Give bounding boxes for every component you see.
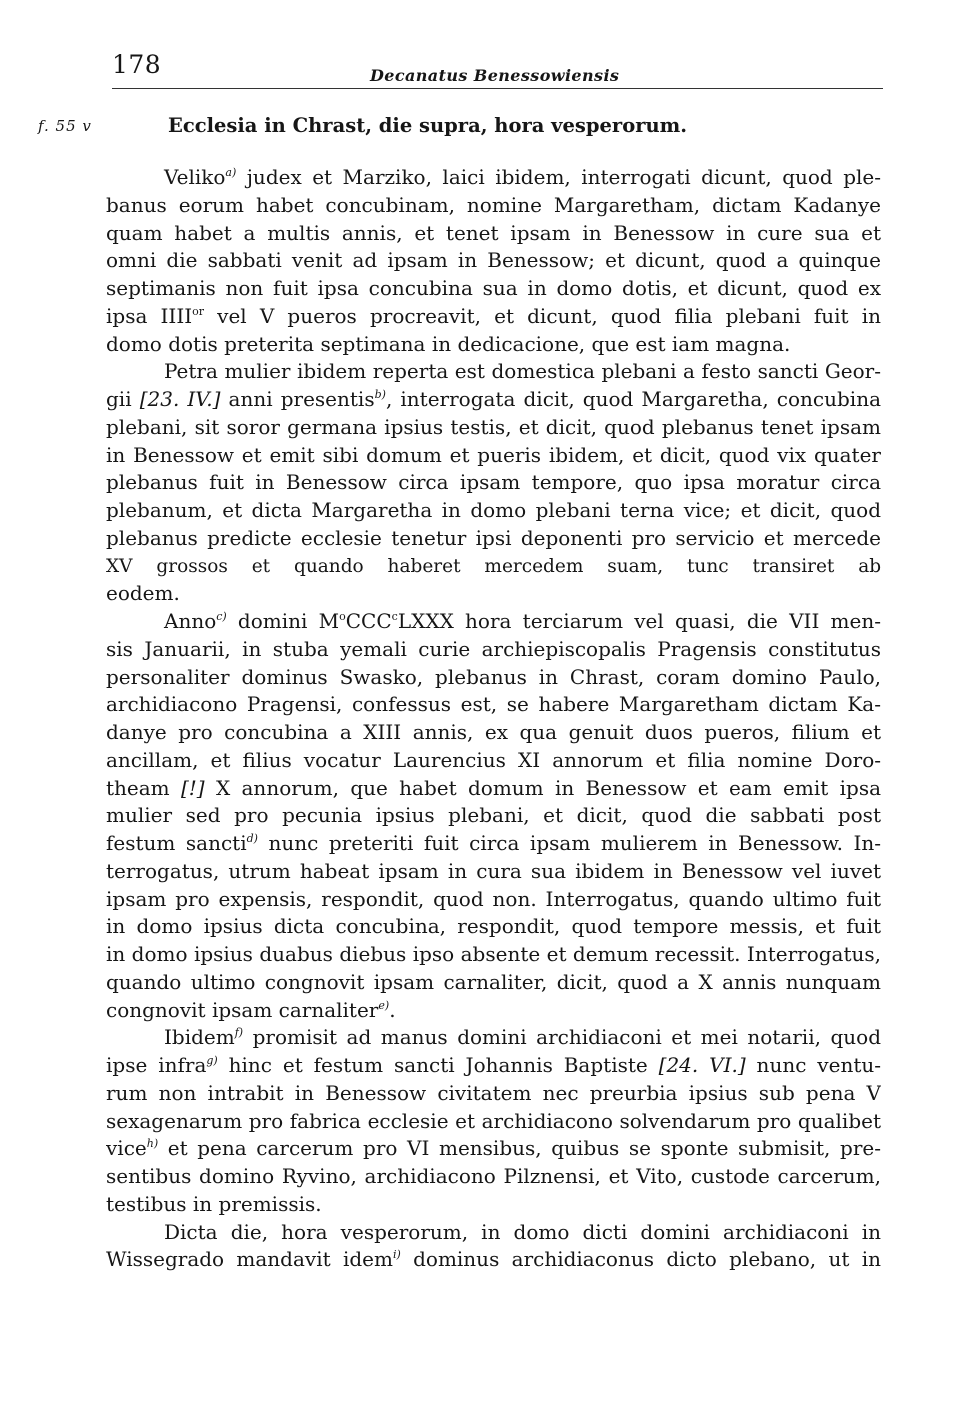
text-run: terrogatus, utrum habeat ipsam in cura sua ibidem in Benessow vel iuvet xyxy=(106,858,881,883)
footnote-marker: b) xyxy=(374,387,386,401)
text-line xyxy=(106,1052,881,1080)
text-run: plebani, sit soror germana ipsius testis, et dicit, quod plebanus tenet ipsam xyxy=(106,414,881,439)
text-run: sis Januarii, in stuba yemali curie archiepiscopalis Pragensis constitutus xyxy=(106,636,881,661)
text-run: vel V pueros procreavit, et dicunt, quod filia plebani fuit in xyxy=(204,303,881,328)
footnote-marker: h) xyxy=(146,1137,159,1150)
date-annotation: [24. VI.] xyxy=(658,1053,746,1077)
body-text xyxy=(106,164,881,1274)
text-run: nunc preteriti fuit circa ipsam mulierem in Benessow. In- xyxy=(257,831,881,855)
text-line xyxy=(106,830,881,858)
date-annotation: [23. IV.] xyxy=(139,387,221,411)
folio-reference: f. 55 v xyxy=(38,117,92,135)
text-line xyxy=(106,775,881,803)
text-run: . xyxy=(389,997,396,1022)
text-run: congnovit ipsam carnaliter xyxy=(106,997,379,1022)
text-run: et pena carcerum pro VI mensibus, quibus se sponte submisit, pre- xyxy=(158,1136,881,1161)
text-line xyxy=(106,247,881,275)
text-line xyxy=(106,1135,881,1163)
text-run: hinc et festum sancti Johannis Baptiste xyxy=(217,1053,659,1077)
text-line xyxy=(106,691,881,719)
footnote-marker: c) xyxy=(216,609,227,623)
text-run: XV grossos et quando haberet mercedem suam, tunc transiret ab xyxy=(106,555,881,577)
text-run: plebanus predicte ecclesie tenetur ipsi deponenti pro servicio et mercede xyxy=(106,525,881,550)
text-line xyxy=(106,802,881,830)
text-run: LXXX hora terciarum vel quasi, die VII men- xyxy=(397,609,881,633)
superscript: c xyxy=(391,609,398,623)
text-run: festum sancti xyxy=(106,831,247,855)
text-line xyxy=(106,886,881,914)
text-line xyxy=(106,303,881,331)
text-line xyxy=(106,1163,881,1191)
text-run: Veliko xyxy=(164,165,226,189)
text-run: ancillam, et filius vocatur Laurencius XI annorum et filia nomine Doro- xyxy=(106,747,881,772)
text-run: X annorum, que habet domum in Benessow et eam emit ipsa xyxy=(204,775,881,800)
text-line xyxy=(106,220,881,248)
footnote-marker: g) xyxy=(206,1053,218,1067)
text-line xyxy=(106,580,881,608)
text-line xyxy=(106,553,881,581)
text-run: septimanis non fuit ipsa concubina sua in domo dotis, et dicunt, quod ex xyxy=(106,276,881,300)
text-line xyxy=(106,386,881,414)
text-run: vice xyxy=(106,1136,147,1161)
footnote-marker: d) xyxy=(246,831,258,845)
text-line xyxy=(106,469,881,497)
text-line xyxy=(106,636,881,664)
text-line xyxy=(106,414,881,442)
text-line xyxy=(106,941,881,969)
text-run: rum non intrabit in Benessow civitatem nec preurbia ipsius sub pena V xyxy=(106,1080,881,1105)
text-line xyxy=(106,1024,881,1052)
text-line xyxy=(106,331,881,359)
text-line xyxy=(106,1191,881,1219)
text-line xyxy=(106,997,881,1025)
text-line xyxy=(106,747,881,775)
text-run: nunc ventu- xyxy=(745,1053,881,1077)
text-run: mulier sed pro pecunia ipsius plebani, et dicit, quod die sabbati post xyxy=(106,803,881,828)
text-run: quam habet a multis annis, et tenet ipsam in Benessow in cure sua et xyxy=(106,220,881,245)
text-run: plebanum, et dicta Margaretha in domo plebani terna vice; et dicit, quod xyxy=(106,498,881,522)
text-line xyxy=(106,719,881,747)
text-line xyxy=(106,192,881,220)
text-run: anni presentis xyxy=(220,387,375,411)
footnote-marker: e) xyxy=(378,998,390,1012)
superscript: o xyxy=(339,609,346,623)
text-run: theam xyxy=(106,775,181,800)
text-line xyxy=(106,1080,881,1108)
text-run: Wissegrado mandavit idem xyxy=(106,1247,393,1272)
text-line xyxy=(106,497,881,525)
text-run: archidiacono Pragensi, confessus est, se habere Margaretham dictam Ka- xyxy=(106,692,881,717)
superscript: or xyxy=(192,304,205,318)
text-line xyxy=(106,358,881,386)
text-run: banus eorum habet concubinam, nomine Margaretham, dictam Kadanye xyxy=(106,192,881,217)
text-line xyxy=(106,275,881,303)
text-run: Dicta die, hora vesperorum, in domo dicti domini archidiaconi in xyxy=(164,1219,881,1244)
text-line xyxy=(106,664,881,692)
text-run: omni die sabbati venit ad ipsam in Benessow; et dicunt, quod a quinque xyxy=(106,248,881,273)
text-run: plebanus fuit in Benessow circa ipsam tempore, quo ipsa moratur circa xyxy=(106,470,881,495)
text-run: ipse infra xyxy=(106,1053,207,1077)
text-run: sentibus domino Ryvino, archidiacono Pilznensi, et Vito, custode carcerum, xyxy=(106,1164,881,1188)
text-run: personaliter dominus Swasko, plebanus in Chrast, coram domino Paulo, xyxy=(106,664,881,689)
text-run: , interrogata dicit, quod Margaretha, concubina xyxy=(385,387,881,411)
text-line xyxy=(106,164,881,192)
text-line xyxy=(106,969,881,997)
text-run: domini M xyxy=(226,609,340,633)
text-run: eodem. xyxy=(106,581,180,606)
text-run: Ibidem xyxy=(164,1025,235,1050)
text-line xyxy=(106,1219,881,1247)
section-heading: Ecclesia in Chrast, die supra, hora vesperorum. xyxy=(168,114,688,137)
footnote-marker: i) xyxy=(392,1248,401,1261)
text-run: ipsam pro expensis, respondit, quod non. Interrogatus, quando ultimo fuit xyxy=(106,886,881,911)
text-run: in domo ipsius duabus diebus ipso absente et demum recessit. Interrogatus, xyxy=(106,942,881,966)
text-run: quando ultimo congnovit ipsam carnaliter, dicit, quod a X annis nunquam xyxy=(106,969,881,994)
text-run: promisit ad manus domini archidiaconi et mei notarii, quod xyxy=(243,1025,881,1050)
text-line xyxy=(106,1108,881,1136)
text-line xyxy=(106,858,881,886)
text-run: dominus archidiaconus dicto plebano, ut in xyxy=(400,1247,881,1272)
text-line xyxy=(106,913,881,941)
text-run: testibus in premissis. xyxy=(106,1191,322,1216)
header-rule xyxy=(112,88,883,89)
text-run: in domo ipsius dicta concubina, respondit, quod tempore messis, et fuit xyxy=(106,914,881,939)
page-number: 178 xyxy=(112,50,162,79)
text-run: gii xyxy=(106,387,140,411)
text-run: danye pro concubina a XIII annis, ex qua genuit duos pueros, filium et xyxy=(106,720,881,744)
editorial-mark: [!] xyxy=(180,775,205,800)
text-run: domo dotis preterita septimana in dedicacione, que est iam magna. xyxy=(106,331,791,356)
text-line xyxy=(106,525,881,553)
footnote-marker: f) xyxy=(234,1026,244,1039)
footnote-marker: a) xyxy=(225,165,237,179)
text-run: Petra mulier ibidem reperta est domestica plebani a festo sancti Geor- xyxy=(164,359,881,384)
text-run: Anno xyxy=(164,609,217,633)
text-run: judex et Marziko, laici ibidem, interrogati dicunt, quod ple- xyxy=(236,165,881,189)
text-line xyxy=(106,442,881,470)
text-run: sexagenarum pro fabrica ecclesie et archidiacono solvendarum pro qualibet xyxy=(106,1108,881,1133)
running-title: Decanatus Benessowiensis xyxy=(370,66,620,85)
text-run: in Benessow et emit sibi domum et pueris ibidem, et dicit, quod vix quater xyxy=(106,442,881,467)
text-run: CCC xyxy=(345,609,392,633)
text-line xyxy=(106,608,881,636)
text-run: ipsa IIII xyxy=(106,303,193,328)
text-line xyxy=(106,1246,881,1274)
